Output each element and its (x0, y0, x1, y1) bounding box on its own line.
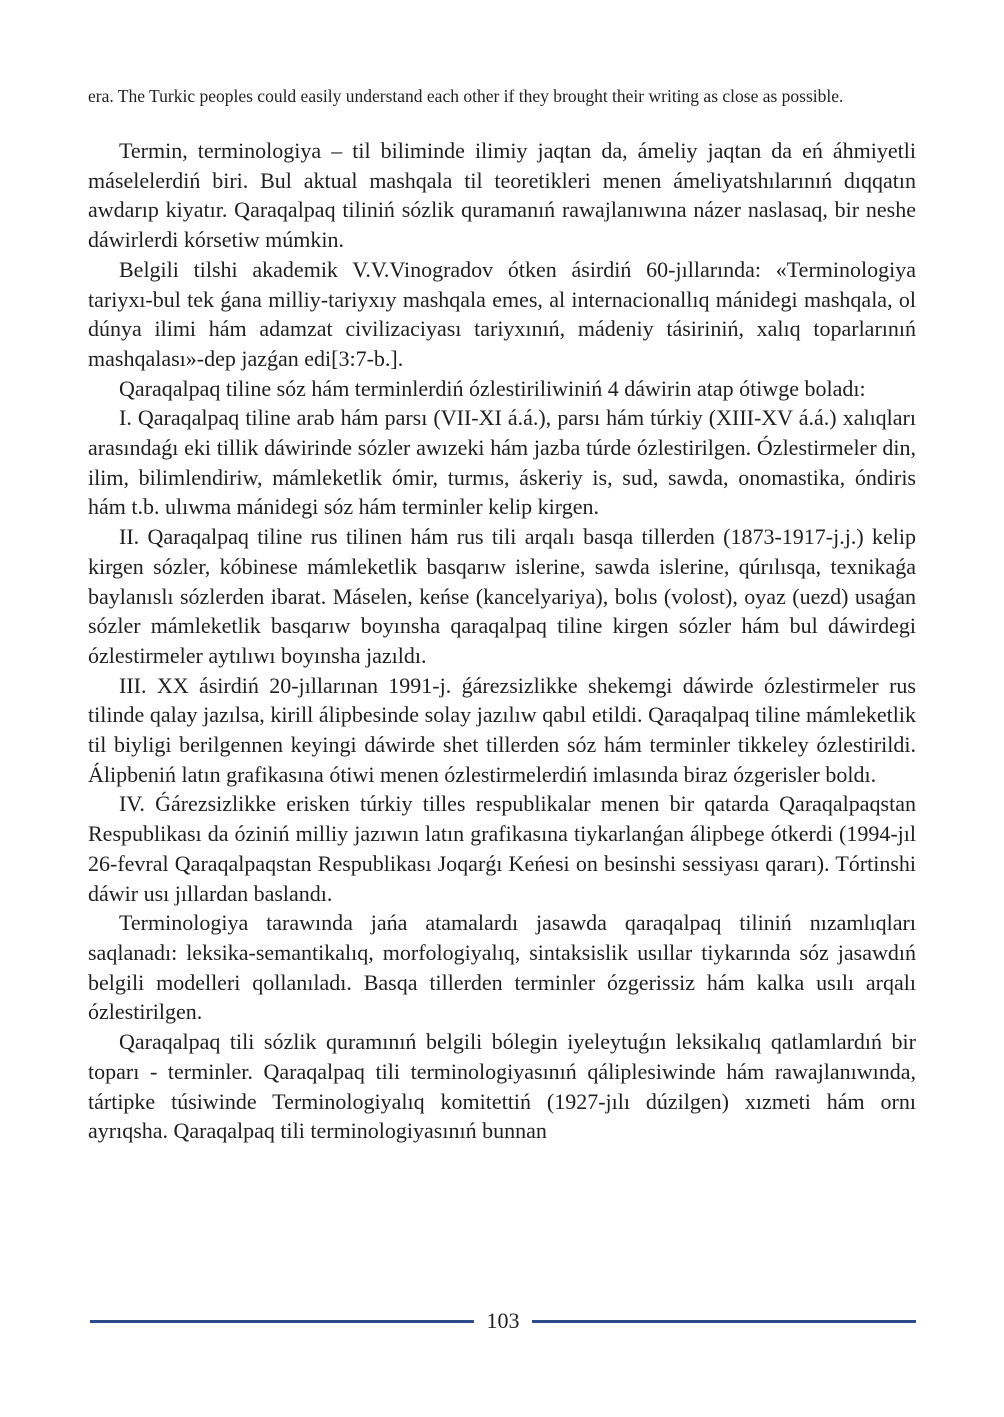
paragraph-8: Terminologiya tarawında jańa atamalardı jasawda qaraqalpaq tiliniń nızamlıqları saqlanadı: leksika-semantikalıq, morfologiyalıq, sintaksislik usıllar tiykarında sóz jasawdıń belgili modelleri qollanıladı. Basqa tillerden terminler ózgerissiz hám kalka usılı arqalı ózlestirilgen. (88, 910, 916, 1025)
paragraph-6: III. XX ásirdiń 20-jıllarınan 1991-j. ǵárezsizlikke shekemgi dáwirde ózlestirmeler rus tilinde qalay jazılsa, kirill álipbesinde solay jazılıw qabıl etildi. Qaraqalpaq tiline mámleketlik til biyligi berilgennen keyingi dáwirde shet tillerden sóz hám terminler tikkeley ózlestirildi. Álipbeniń latın grafikasına ótiwi menen ózlestirmelerdiń imlasında biraz ózgerisler boldı. (88, 672, 916, 787)
page-number: 103 (486, 1308, 520, 1333)
page-footer (90, 1304, 916, 1340)
paragraph-2: Belgili tilshi akademik V.V.Vinogradov ótken ásirdiń 60-jıllarında: «Terminologiya tariyxı-bul tek ǵana milliy-tariyxıy mashqala emes, al internacionallıq mánidegi mashqala, ol dúnya ilimi hám adamzat civilizaciyası tariyxınıń, mádeniy tásiriniń, xalıq toparlarınıń mashqalası»-dep jazǵan edi[3:7-b.]. (88, 256, 916, 371)
paragraph-1: Termin, terminologiya – til biliminde ilimiy jaqtan da, ámeliy jaqtan da eń áhmiyetli máselelerdiń biri. Bul aktual mashqala til teoretikleri menen ámeliyatshılarınıń dıqqatın awdarıp kiyatır. Qaraqalpaq tiliniń sózlik quramanıń rawajlanıwına názer naslasaq, bir neshe dáwirlerdi kórsetiw múmkin. (88, 138, 916, 253)
intro-text: era. The Turkic peoples could easily understand each other if they brought their writing as close as possible. (88, 86, 844, 106)
paragraph-7: IV. Ǵárezsizlikke erisken túrkiy tilles respublikalar menen bir qatarda Qaraqalpaqstan Respublikası da óziniń milliy jazıwın latın grafikasına tiykarlanǵan álipbege ótkerdi (1994-jıl 26-fevral Qaraqalpaqstan Respublikası Joqarǵı Keńesi on besinshi sessiyası qararı). Tórtinshi dáwir usı jıllardan baslandı. (88, 791, 916, 906)
paragraph-5: II. Qaraqalpaq tiline rus tilinen hám rus tili arqalı basqa tillerden (1873-1917-j.j.) kelip kirgen sózler, kóbinese mámleketlik basqarıw islerine, sawda islerine, qúrılısqa, texnikaǵa baylanıslı sózlerden ibarat. Máselen, keńse (kancelyariya), bolıs (volost), oyaz (uezd) usaǵan sózler mámleketlik basqarıw boyınsha qaraqalpaq tiline kirgen sózler hám bul dáwirdegi ózlestirmeler aytılıwı boyınsha jazıldı. (88, 524, 916, 668)
page-body (88, 80, 916, 1146)
footer-rule-left (90, 1320, 474, 1323)
paragraph-4: I. Qaraqalpaq tiline arab hám parsı (VII-XI á.á.), parsı hám túrkiy (XIII-XV á.á.) xalıqları arasındaǵı eki tillik dáwirinde sózler awızeki hám jazba túrde ózlestirilgen. Ózlestirmeler din, ilim, bilimlendiriw, mámleketlik ómir, turmıs, áskeriy is, sud, sawda, onomastika, óndiris hám t.b. ulıwma mánidegi sóz hám terminler kelip kirgen. (88, 405, 916, 520)
footer-rule-right (532, 1320, 916, 1323)
paragraph-9: Qaraqalpaq tili sózlik quramınıń belgili bólegin iyeleytuǵın leksikalıq qatlamlardıń bir toparı - terminler. Qaraqalpaq tili terminologiyasınıń qáliplesiwinde hám rawajlanıwında, tártipke túsiwinde Terminologiyalıq komitettiń (1927-jılı dúzilgen) xızmeti hám ornı ayrıqsha. Qaraqalpaq tili terminologiyasınıń bunnan (88, 1029, 916, 1144)
paragraph-3: Qaraqalpaq tiline sóz hám terminlerdiń ózlestiriliwiniń 4 dáwirin atap ótiwge boladı: (119, 375, 866, 401)
